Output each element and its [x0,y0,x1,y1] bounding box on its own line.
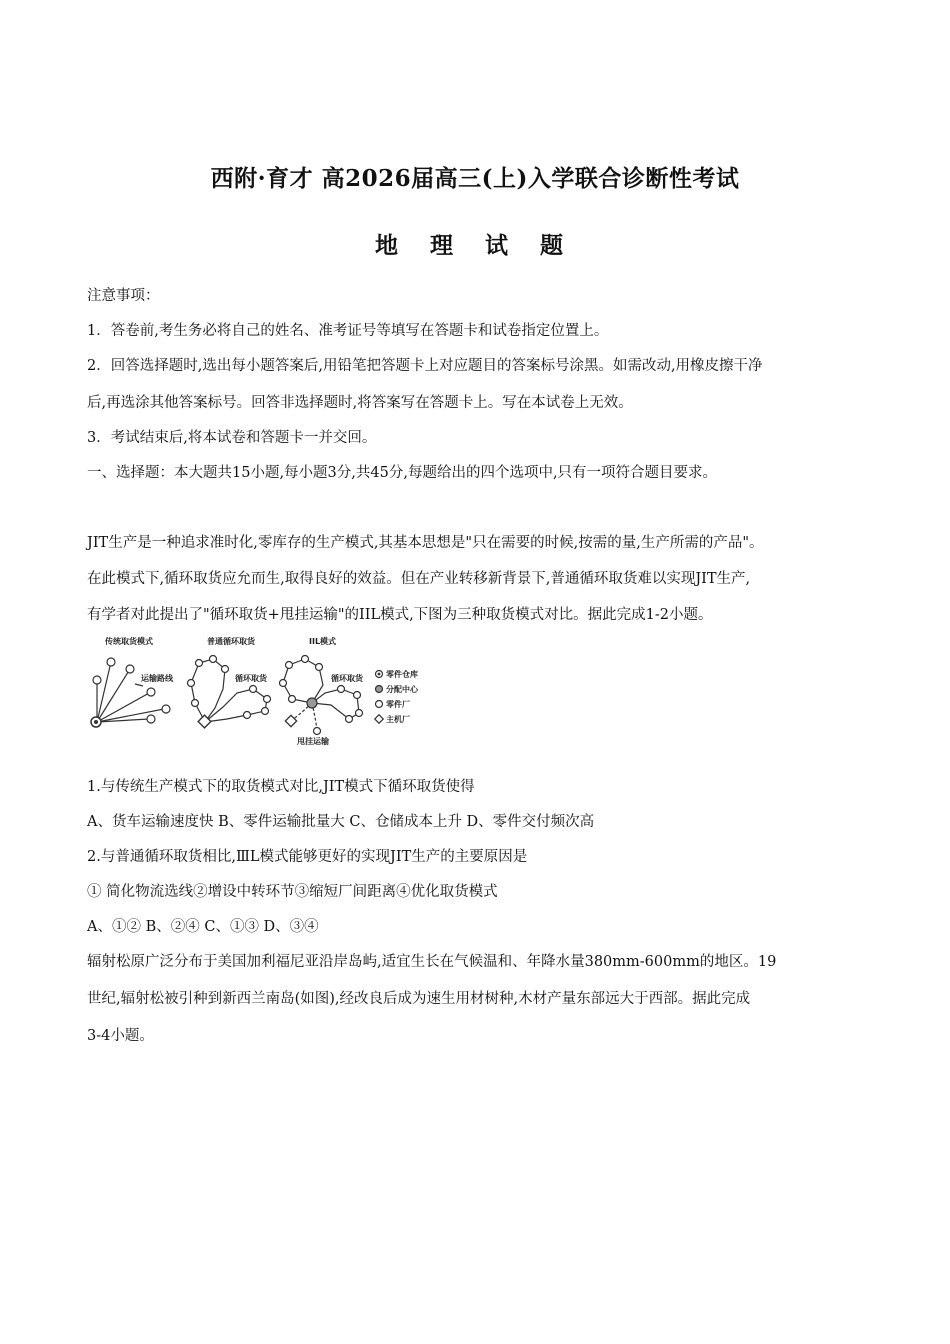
passage1-line2: 在此模式下,循环取货应允而生,取得良好的效益。但在产业转移新背景下,普通循环取货难以实现JIT生产, [87,571,751,587]
panel2-route-label: 循环取货 [235,674,267,683]
notice-item-3: 3．考试结束后,将本试卷和答题卡一并交回。 [87,430,377,446]
passage2-line2: 世纪,辐射松被引种到新西兰南岛(如图),经改良后成为速生用材树种,木材产量东部远大于西部。据此完成 [87,991,751,1007]
panel3-bottom-label: 甩挂运输 [297,737,329,746]
passage2-line1: 辐射松原广泛分布于美国加利福尼亚沿岸岛屿,适宜生长在气候温和、年降水量380mm-600mm的地区。19 [87,954,777,970]
question-2-options: A、①② B、②④ C、①③ D、③④ [87,919,319,935]
notice-heading: 注意事项： [87,288,160,304]
legend-distribution-center: 分配中心 [386,685,418,694]
panel1-route-label: 运输路线 [141,674,173,683]
notice-item-1: 1．答卷前,考生务必将自己的姓名、准考证号等填写在答题卡和试卷指定位置上。 [87,323,609,339]
question-1-options: A、货车运输速度快 B、零件运输批量大 C、仓储成本上升 D、零件交付频次高 [87,814,595,830]
question-2-items: ① 简化物流选线②增设中转环节③缩短厂间距离④优化取货模式 [87,884,498,900]
panel3-plant [285,715,296,726]
passage1-line3: 有学者对此提出了"循环取货+甩挂运输"的IIL模式,下图为三种取货模式对比。据此完成1-2小题。 [87,607,713,623]
legend-warehouse: 零件仓库 [386,670,418,679]
legend-parts-factory: 零件厂 [386,700,410,709]
panel3-route-label: 循环取货 [331,674,363,683]
passage1-line1: JIT生产是一种追求准时化,零库存的生产模式,其基本思想是"只在需要的时候,按需的量,生产所需的产品"。 [87,535,764,551]
exam-title: 西附·育才 高2026届高三(上)入学联合诊断性考试 [210,165,740,192]
passage2-line3: 3-4小题。 [87,1028,154,1044]
panel3-title: IIL模式 [309,637,337,646]
question-1: 1.与传统生产模式下的取货模式对比,JIT模式下循环取货使得 [87,779,475,795]
figure-legend [375,669,419,724]
panel3-distribution-center [307,698,317,708]
notice-item-2b: 后,再选涂其他答案标号。回答非选择题时,将答案写在答题卡上。写在本试卷上无效。 [87,395,633,411]
panel2-title: 普通循环取货 [207,637,255,646]
question-2: 2.与普通循环取货相比,ⅢL模式能够更好的实现JIT生产的主要原因是 [87,849,528,865]
section-intro: 一、选择题：本大题共15小题,每小题3分,共45分,每题给出的四个选项中,只有一项符合题目要求。 [87,465,718,481]
panel1-title: 传统取货模式 [105,637,153,646]
notice-item-2a: 2．回答选择题时,选出每小题答案后,用铅笔把答题卡上对应题目的答案标号涂黑。如需改动,用橡皮擦干净 [87,358,763,374]
legend-main-plant: 主机厂 [386,715,410,724]
pickup-modes-figure [87,633,437,748]
panel2-factories [188,656,271,719]
subject-title: 地 理 试 题 [374,232,576,259]
